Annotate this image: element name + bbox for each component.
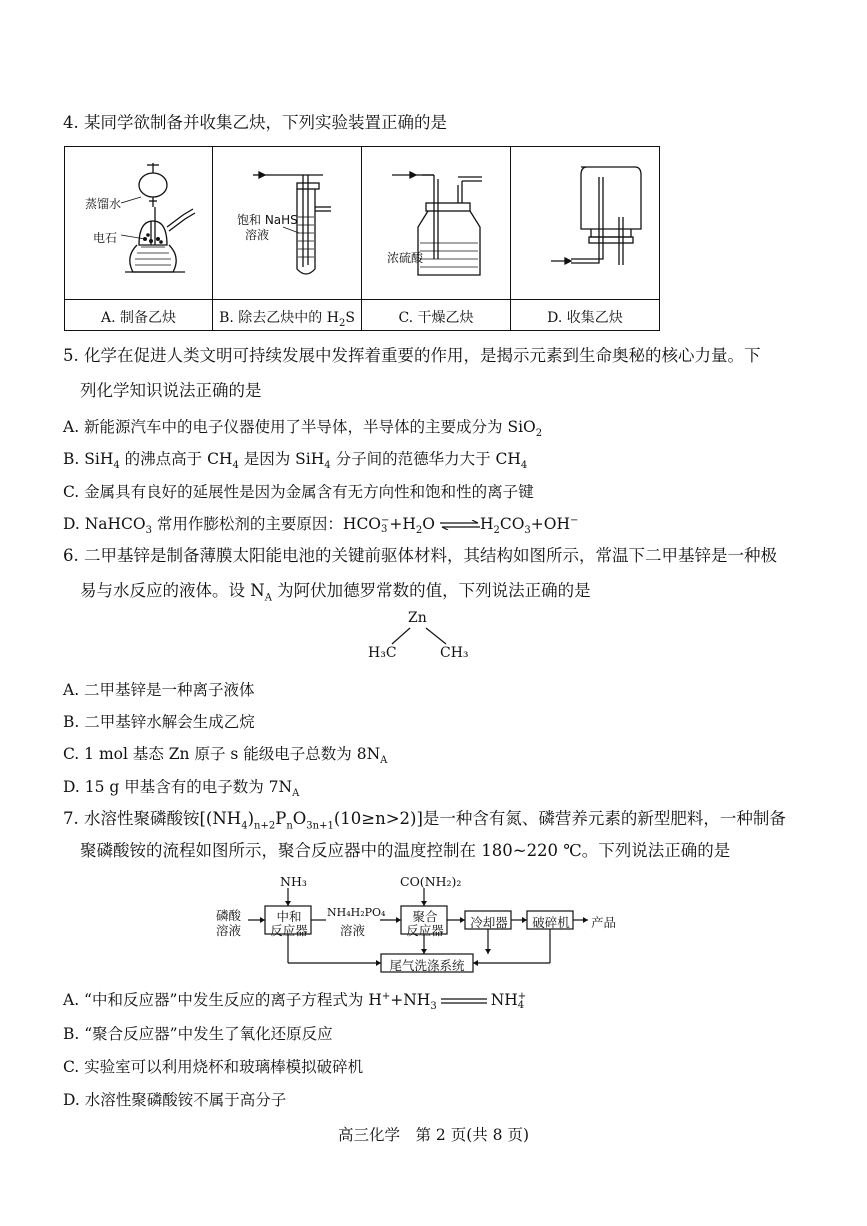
flow-gas-scrubber: 尾气洗涤系统 (389, 958, 465, 973)
caption-c: C. 干燥乙炔 (398, 310, 474, 326)
caption-a: A. 制备乙炔 (100, 310, 176, 326)
flow-urea: CO(NH₂)₂ (400, 874, 462, 889)
zn-atom: Zn (408, 610, 427, 626)
flow-cooler: 冷却器 (470, 915, 508, 930)
flow-nh3: NH₃ (280, 874, 307, 889)
q4-apparatus-table (64, 146, 660, 331)
q6-option-d: D. 15 g 甲基含有的电子数为 $7N_A$ (63, 778, 300, 800)
methyl-right: CH₃ (440, 645, 469, 661)
q5-option-c: C. 金属具有良好的延展性是因为金属含有无方向性和饱和性的离子键 (63, 483, 534, 501)
polyphosphate-flow-diagram (210, 870, 640, 975)
q4-stem: 4. 某同学欲制备并收集乙炔，下列实验装置正确的是 (63, 113, 447, 132)
reaction-equals (441, 997, 487, 1005)
q6-option-a: A. 二甲基锌是一种离子液体 (63, 681, 255, 699)
flow-poly-reactor-1: 聚合 (412, 909, 438, 924)
apparatus-c-diagram (362, 147, 510, 299)
flow-mid-1: NH₄H₂PO₄ (327, 906, 386, 919)
flow-mid-2: 溶液 (340, 923, 366, 938)
q7-option-b: B. “聚合反应器”中发生了氧化还原反应 (63, 1025, 333, 1043)
flow-crusher: 破碎机 (532, 915, 570, 930)
label-distilled-water: 蒸馏水 (85, 197, 122, 211)
flow-neutral-reactor-1: 中和 (276, 909, 302, 924)
apparatus-a-diagram (65, 147, 212, 299)
equilibrium-arrow (440, 520, 480, 530)
label-conc-sulfuric-acid: 浓硫酸 (387, 251, 424, 265)
page-footer: 高三化学 第 2 页(共 8 页) (337, 1126, 530, 1144)
q6-option-c: C. 1 mol 基态 Zn 原子 s 能级电子总数为 $8N_A$ (63, 745, 388, 767)
q6-option-b: B. 二甲基锌水解会生成乙烷 (63, 713, 255, 731)
q7-stem-line2: 聚磷酸铵的流程如图所示，聚合反应器中的温度控制在 180~220 ℃。下列说法正确的是 (80, 841, 731, 860)
dimethylzinc-structure (360, 610, 480, 664)
q7-option-d: D. 水溶性聚磷酸铵不属于高分子 (63, 1091, 287, 1109)
flow-neutral-reactor-2: 反应器 (270, 923, 308, 938)
label-calcium-carbide: 电石 (93, 231, 118, 245)
q7-option-a: A. “中和反应器”中发生反应的离子方程式为 $H^++NH_3$ NH + 4 (63, 990, 527, 1013)
apparatus-d-diagram (511, 147, 659, 299)
q5-option-d: D. NaHCO$_3$ 常用作膨松剂的主要原因：HCO − 3 $+H_2O$ $H_2CO_3+OH^-$ (63, 514, 579, 537)
q6-stem-line1: 6. 二甲基锌是制备薄膜太阳能电池的关键前驱体材料，其结构如图所示，常温下二甲基锌是一种极 (63, 546, 777, 565)
q7-stem-line1: 7. 水溶性聚磷酸铵$[(NH_4)_{n+2}P_nO_{3n+1}(10\ge n>2)]$是一种含有氮、磷营养元素的新型肥料，一种制备 (63, 809, 786, 832)
caption-d: D. 收集乙炔 (547, 310, 623, 326)
q6-stem-line2: 易与水反应的液体。设 $N_A$ 为阿伏加德罗常数的值，下列说法正确的是 (80, 581, 591, 604)
caption-b: B. 除去乙炔中的 $H_2S$ (219, 310, 355, 329)
q5-option-a: A. 新能源汽车中的电子仪器使用了半导体，半导体的主要成分为 SiO$_2$ (63, 418, 543, 440)
flow-input-2: 溶液 (216, 923, 242, 938)
q5-option-b: B. SiH$_4$ 的沸点高于 $CH_4$ 是因为 SiH$_4$ 分子间的范德华力大于 $CH_4$ (63, 450, 528, 472)
flow-product: 产品 (591, 915, 617, 930)
methyl-left: H₃C (368, 645, 397, 661)
q7-option-c: C. 实验室可以利用烧杯和玻璃棒模拟破碎机 (63, 1058, 364, 1076)
q5-stem-line2: 列化学知识说法正确的是 (80, 381, 262, 400)
label-sat-nahs: 饱和 NaHS (237, 213, 298, 227)
flow-poly-reactor-2: 反应器 (406, 923, 444, 938)
label-solution: 溶液 (245, 228, 270, 242)
q5-stem-line1: 5. 化学在促进人类文明可持续发展中发挥着重要的作用，是揭示元素到生命奥秘的核心力量。下 (63, 346, 761, 365)
flow-input-1: 磷酸 (216, 908, 242, 923)
